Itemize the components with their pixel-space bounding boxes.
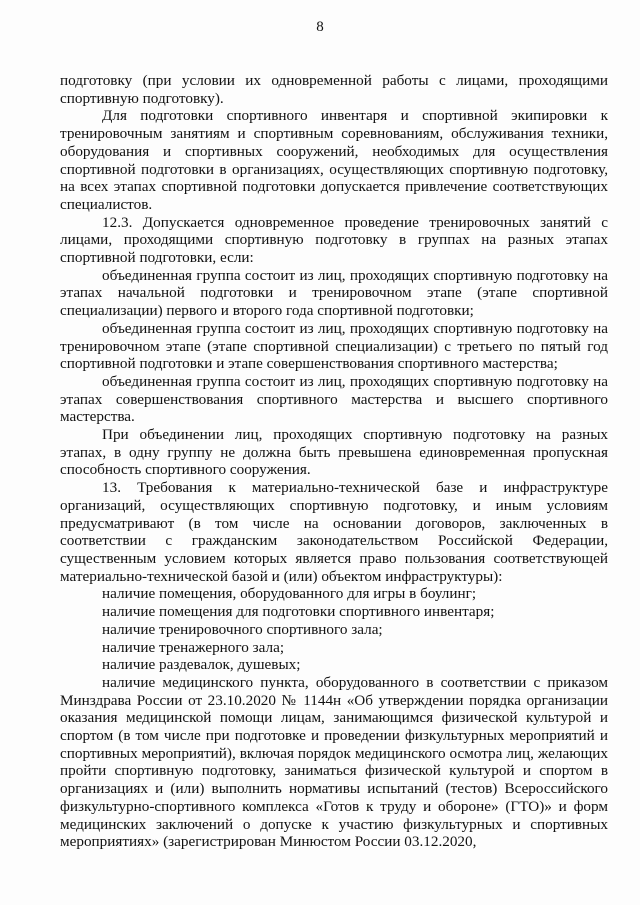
paragraph: При объединении лиц, проходящих спортивную подготовку на разных этапах, в одну группу не должна быть превышена единовременная пропускная способность спортивного сооружения. (60, 426, 608, 479)
paragraph: объединенная группа состоит из лиц, проходящих спортивную подготовку на тренировочном этапе (этапе спортивной специализации) с третьего по пятый год спортивной подготовки и этапе совершенствования спортивного мастерства; (60, 319, 608, 373)
paragraph: 13. Требования к материально-технической базе и инфраструктуре организаций, осуществляющих спортивную подготовку, и иным условиям предусматривают (в том числе на основании договоров, заключенных в соответствии с гражданским законодательством Российской Федерации, существенным условием которых является право пользования соответствующей материально-технической базой и (или) объектом инфраструктуры): (60, 479, 608, 585)
list-item: наличие тренажерного зала; (102, 638, 285, 656)
paragraph: объединенная группа состоит из лиц, проходящих спортивную подготовку на этапах начальной подготовки и тренировочном этапе (этапе спортивной специализации) первого и второго года спортивной подготовки; (60, 266, 608, 320)
list-item: наличие раздевалок, душевых; (102, 656, 301, 674)
list-item: наличие помещения, оборудованного для игры в боулинг; (102, 585, 477, 603)
paragraph: подготовку (при условии их одновременной работы с лицами, проходящими спортивную подготовку). (60, 72, 608, 107)
paragraph: Для подготовки спортивного инвентаря и спортивной экипировки к тренировочным занятиям и спортивным соревнованиям, обслуживания техники, оборудования и спортивных сооружений, необходимых для осуществления спортивной подготовки в организациях, осуществляющих спортивную подготовку, на всех этапах спортивной подготовки допускается привлечение соответствующих специалистов. (60, 107, 608, 213)
page-number: 8 (316, 19, 324, 35)
paragraph: объединенная группа состоит из лиц, проходящих спортивную подготовку на этапах совершенствования спортивного мастерства и высшего спортивного мастерства. (60, 372, 608, 426)
paragraph: 12.3. Допускается одновременное проведение тренировочных занятий с лицами, проходящими спортивную подготовку в группах на разных этапах спортивной подготовки, если: (60, 213, 608, 267)
document-body (60, 72, 608, 851)
list-item: наличие помещения для подготовки спортивного инвентаря; (102, 603, 495, 621)
list-item: наличие тренировочного спортивного зала; (102, 620, 383, 638)
paragraph: наличие медицинского пункта, оборудованного в соответствии с приказом Минздрава России от 23.10.2020 № 1144н «Об утверждении порядка организации оказания медицинской помощи лицам, занимающимся физической культурой и спортом (в том числе при подготовке и проведении физкультурных мероприятий и спортивных мероприятий), включая порядок медицинского осмотра лиц, желающих пройти спортивную подготовку, заниматься физической культурой и спортом в организациях и (или) выполнить нормативы испытаний (тестов) Всероссийского физкультурно-спортивного комплекса «Готов к труду и обороне» (ГТО)» и форм медицинских заключений о допуске к участию физкультурных и спортивных мероприятиях» (зарегистрирован Минюстом России 03.12.2020, (60, 673, 608, 851)
